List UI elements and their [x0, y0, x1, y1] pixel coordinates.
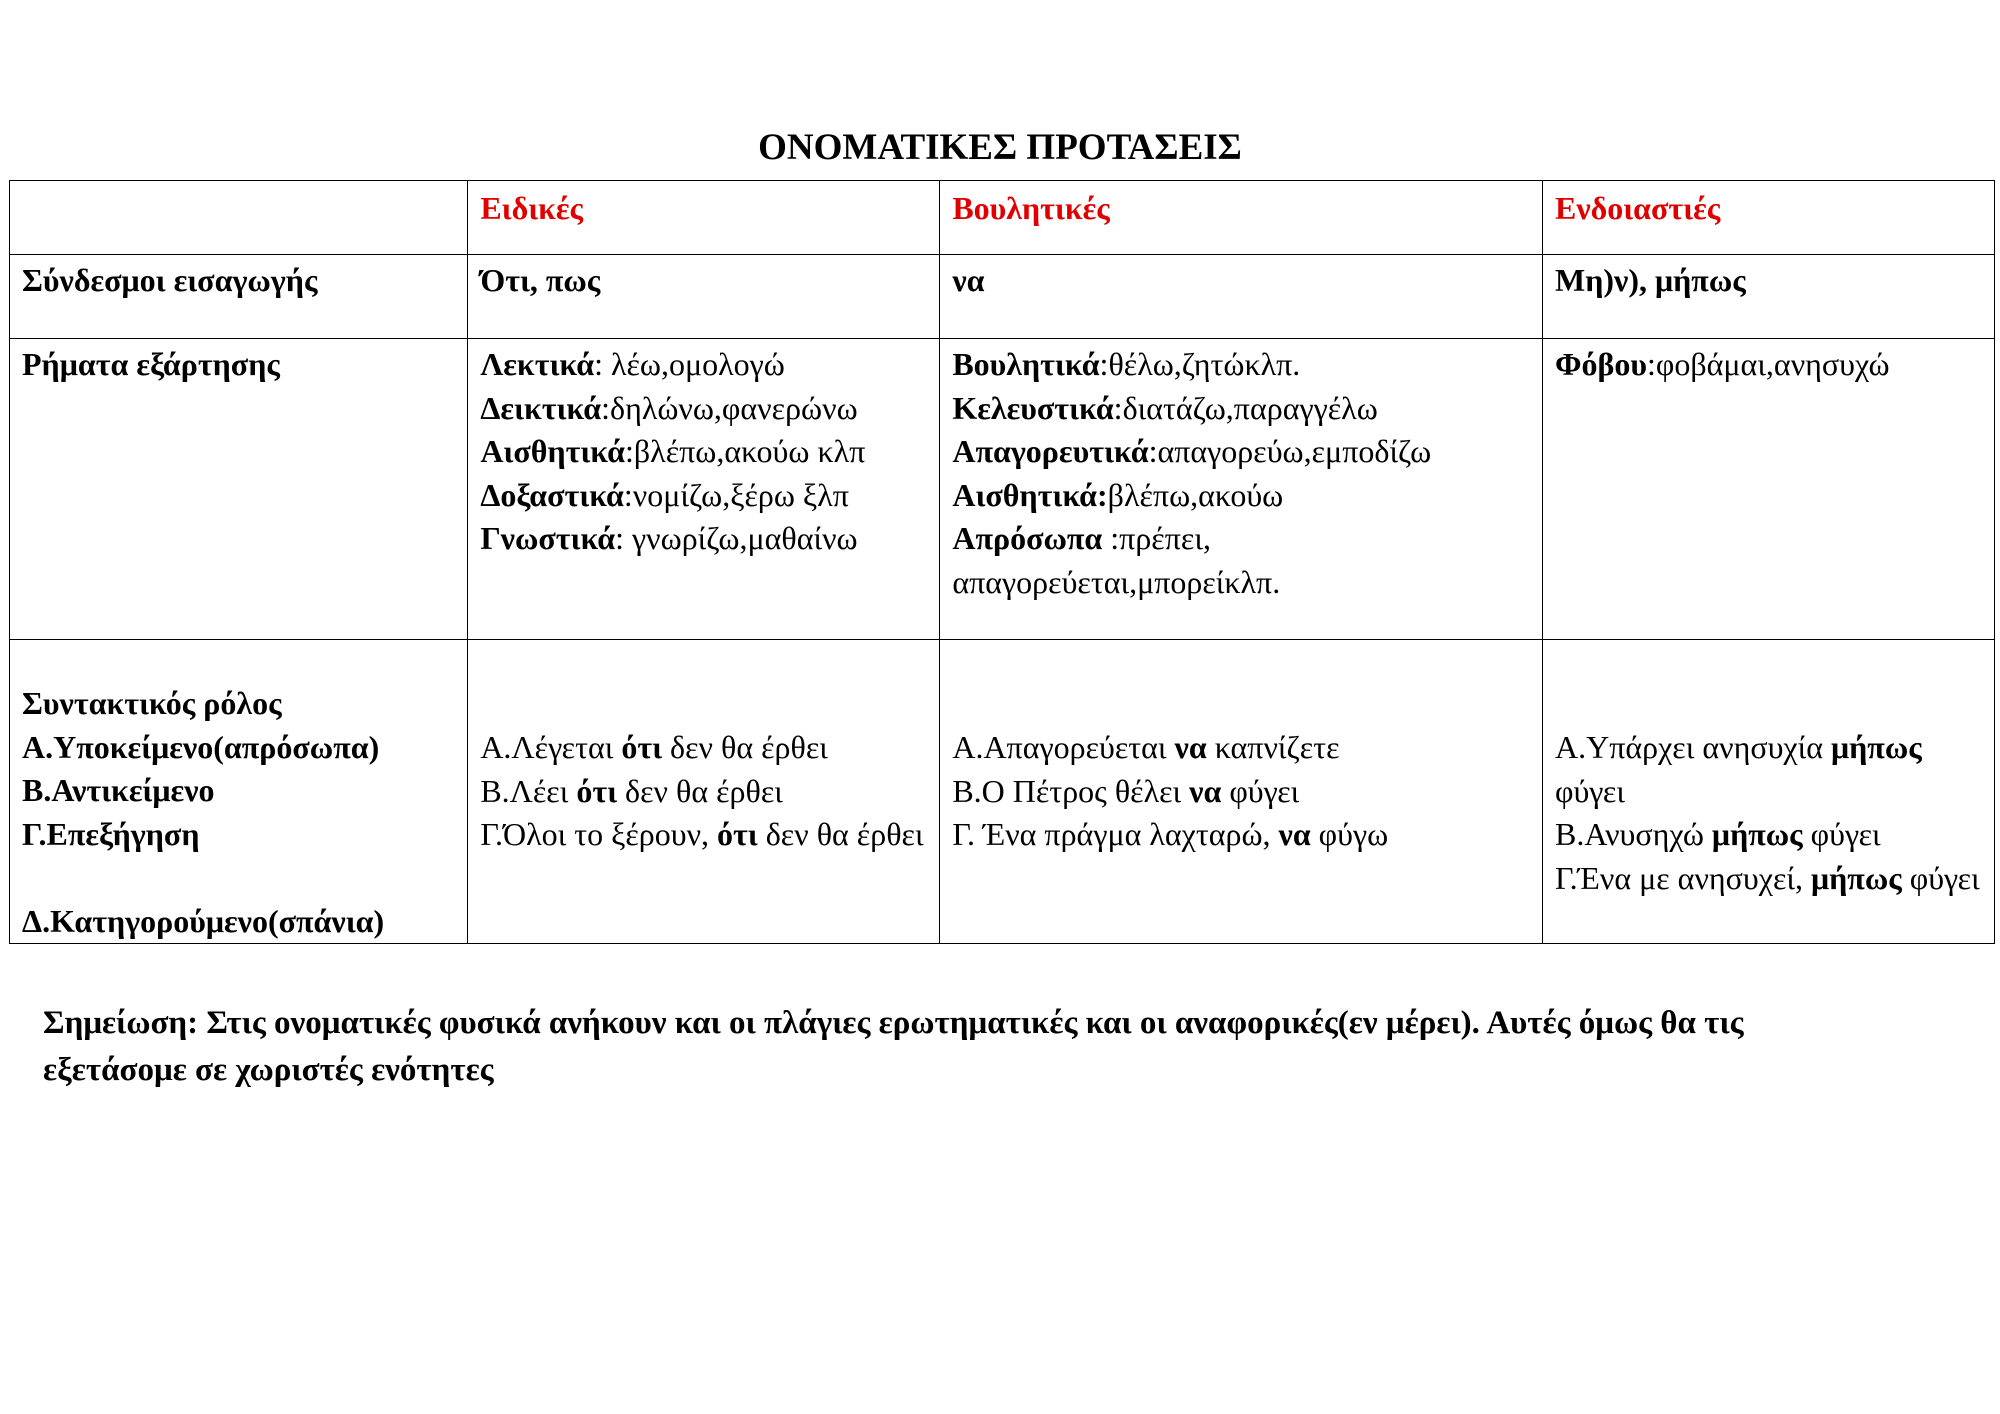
- example-text: Γ. Ένα πράγμα λαχταρώ,: [952, 816, 1279, 852]
- row-label-cell: [10, 339, 468, 640]
- verb-examples: :φοβάμαι,ανησυχώ: [1646, 346, 1890, 382]
- example-list: [480, 640, 927, 857]
- example-conjunction: ότι: [576, 772, 618, 809]
- verb-examples: :δηλώνω,φανερώνω: [601, 389, 858, 426]
- verb-entry: [952, 474, 1530, 518]
- header-label: Βουλητικές: [952, 190, 1110, 226]
- footnote: Σημείωση: Στις ονοματικές φυσικά ανήκουν και οι πλάγιες ερωτηματικές και οι αναφορικές(εν μέρει). Αυτές όμως θα τις εξετάσομε σε χωριστές ενότητες: [43, 1005, 1744, 1088]
- example-conjunction: να: [1189, 772, 1222, 809]
- verb-type: Λεκτικά: [480, 346, 595, 382]
- example-sentence: [1555, 813, 1982, 857]
- example-sentence: [480, 813, 927, 857]
- example-text: φύγει: [1221, 772, 1300, 809]
- role-cell-voulitikes: [940, 640, 1543, 944]
- verb-examples: βλέπω,ακούω: [1107, 476, 1284, 513]
- role-label: Γ.Επεξήγηση: [22, 815, 200, 852]
- table-row-conjunctions: [10, 255, 1995, 339]
- clauses-table: [9, 180, 1995, 944]
- verb-entry: [952, 430, 1530, 474]
- example-sentence: [1555, 726, 1982, 813]
- verb-entry: [480, 387, 927, 431]
- role-label: Δ.Κατηγορούμενο(σπάνια): [22, 902, 385, 939]
- example-conjunction: ότι: [621, 729, 662, 765]
- example-conjunction: να: [1174, 729, 1207, 765]
- example-text: φύγει: [1554, 772, 1625, 809]
- example-list: [1555, 640, 1982, 900]
- conj-cell-endoiastikes: [1542, 255, 1994, 339]
- verb-entry: [952, 517, 1530, 604]
- example-conjunction: ότι: [717, 816, 758, 852]
- verb-type: Δοξαστικά: [480, 476, 624, 513]
- table-row-verbs: [10, 339, 1995, 640]
- verb-examples: :απαγορεύω,εμποδίζω: [1148, 433, 1432, 469]
- verb-examples: :νομίζω,ξέρω ξλπ: [623, 476, 849, 513]
- example-text: καπνίζετε: [1206, 729, 1340, 765]
- header-cell-eidikes: [468, 181, 940, 255]
- verb-examples: : γνωρίζω,μαθαίνω: [615, 520, 858, 556]
- example-text: φύγω: [1310, 816, 1389, 852]
- example-text: Β.Λέει: [480, 772, 577, 809]
- header-label: Ενδοιαστιές: [1554, 190, 1721, 226]
- example-sentence: [1555, 857, 1982, 901]
- verb-entry: [1555, 343, 1982, 387]
- verb-examples: :διατάζω,παραγγέλω: [1113, 389, 1378, 426]
- example-text: Β.Ανυσηχώ: [1554, 816, 1712, 852]
- example-text: Α.Λέγεται: [480, 729, 622, 765]
- example-sentence: [480, 770, 927, 814]
- role-cell-endoiastikes: [1542, 640, 1994, 944]
- role-label: Β.Αντικείμενο: [22, 772, 215, 808]
- role-label: Α.Υποκείμενο(απρόσωπα): [22, 728, 380, 765]
- verb-type: Βουλητικά: [952, 346, 1100, 382]
- verb-examples: :βλέπω,ακούω κλπ: [625, 433, 866, 469]
- table-row-syntactic-role: [10, 640, 1995, 944]
- verb-entry: [480, 474, 927, 518]
- header-cell-endoiastikes: [1542, 181, 1994, 255]
- conj-text: Ότι, πως: [480, 262, 601, 298]
- example-conjunction: μήπως: [1810, 859, 1902, 896]
- verbs-cell-endoiastikes: [1542, 339, 1994, 640]
- example-text: φύγει: [1901, 859, 1980, 896]
- verb-entry: [480, 430, 927, 474]
- example-list: [952, 640, 1530, 857]
- example-text: Α.Υπάρχει ανησυχία: [1554, 729, 1831, 765]
- verb-type: Κελευστικά: [952, 389, 1114, 426]
- conj-text: Μη)ν), μήπως: [1554, 262, 1746, 298]
- verb-type: Απρόσωπα: [952, 520, 1103, 556]
- example-text: δεν θα έρθει: [662, 729, 828, 765]
- row-label-cell: [10, 255, 468, 339]
- role-label-list: [22, 640, 455, 943]
- example-text: δεν θα έρθει: [757, 816, 924, 852]
- header-cell-voulitikes: [940, 181, 1543, 255]
- row-label-cell: [10, 640, 468, 944]
- example-text: δεν θα έρθει: [617, 772, 783, 809]
- example-sentence: [480, 726, 927, 770]
- verbs-cell-eidikes: [468, 339, 940, 640]
- example-conjunction: μήπως: [1711, 816, 1803, 852]
- conj-cell-eidikes: [468, 255, 940, 339]
- verb-type: Αισθητικά: [480, 433, 625, 469]
- row-label: Σύνδεσμοι εισαγωγής: [22, 262, 318, 298]
- example-text: Α.Απαγορεύεται: [952, 729, 1175, 765]
- verb-type: Φόβου: [1554, 346, 1647, 382]
- example-sentence: [952, 770, 1530, 814]
- example-sentence: [952, 726, 1530, 770]
- table-header-row: [10, 181, 1995, 255]
- example-text: Γ.Όλοι το ξέρουν,: [480, 816, 718, 852]
- page-title: ΟΝΟΜΑΤΙΚΕΣ ΠΡΟΤΑΣΕΙΣ: [758, 127, 1242, 168]
- role-cell-eidikes: [468, 640, 940, 944]
- row-label: Ρήματα εξάρτησης: [22, 346, 280, 382]
- example-text: Γ.Ένα με ανησυχεί,: [1554, 859, 1811, 896]
- conj-text: να: [952, 262, 985, 298]
- example-text: Β.Ο Πέτρος θέλει: [952, 772, 1190, 809]
- verb-entry: [952, 387, 1530, 431]
- verb-entry: [480, 343, 927, 387]
- verb-examples: : λέω,ομολογώ: [594, 346, 785, 382]
- verb-type: Δεικτικά: [480, 389, 602, 426]
- verbs-cell-voulitikes: [940, 339, 1543, 640]
- header-label: Ειδικές: [480, 190, 584, 226]
- example-sentence: [952, 813, 1530, 857]
- verb-examples: :θέλω,ζητώκλπ.: [1099, 346, 1301, 382]
- verb-type: Γνωστικά: [480, 520, 616, 556]
- verb-entry: [952, 343, 1530, 387]
- conj-cell-voulitikes: [940, 255, 1543, 339]
- example-text: φύγει: [1802, 816, 1881, 852]
- role-label: Συντακτικός ρόλος: [22, 685, 282, 721]
- verb-type: Απαγορευτικά: [952, 433, 1149, 469]
- header-empty-cell: [10, 181, 468, 255]
- verb-examples: :πρέπει, απαγορεύεται,μπορείκλπ.: [952, 520, 1281, 600]
- example-conjunction: να: [1278, 816, 1311, 852]
- verb-type: Αισθητικά:: [952, 476, 1108, 513]
- verb-entry: [480, 517, 927, 561]
- example-conjunction: μήπως: [1830, 729, 1922, 765]
